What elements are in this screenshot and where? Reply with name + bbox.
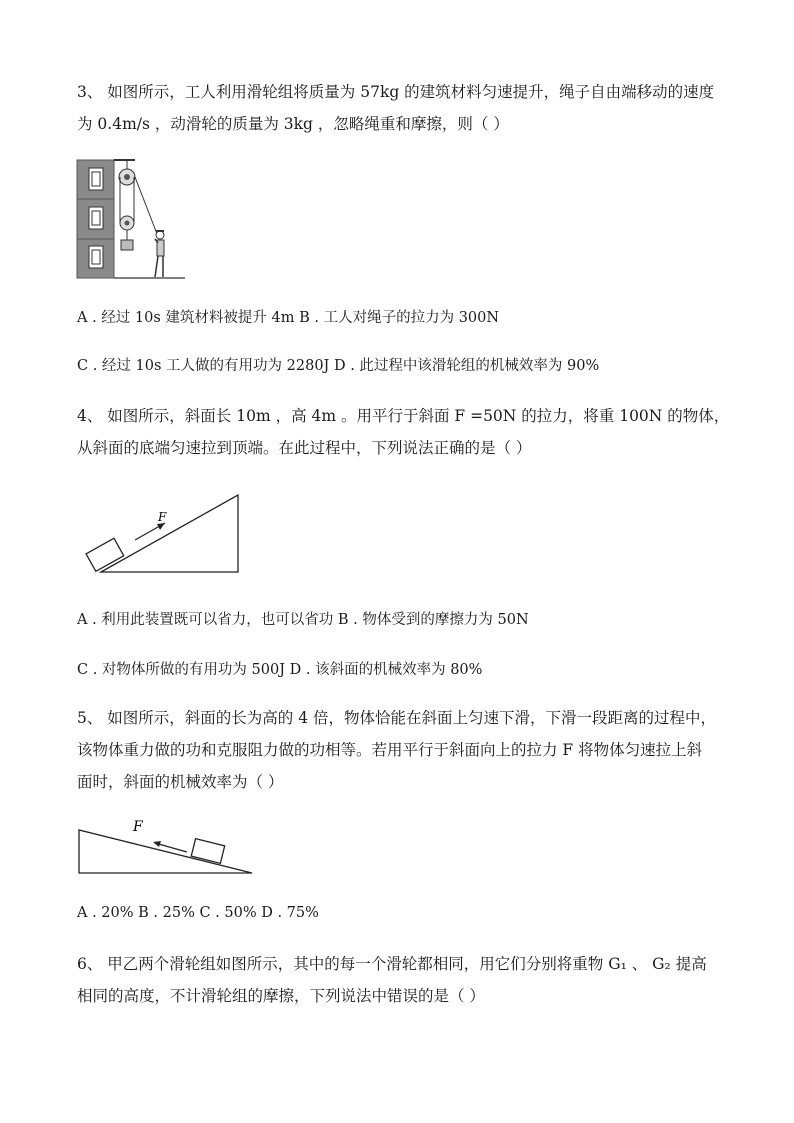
q5-stem-line2: 该物体重力做的功和克服阻力做的功相等。若用平行于斜面向上的拉力 F 将物体匀速拉上斜 xyxy=(77,741,703,759)
q3-stem-line1: 3、 如图所示，工人利用滑轮组将质量为 57kg 的建筑材料匀速提升，绳子自由端移动的速度 xyxy=(77,83,715,101)
force-label: F xyxy=(158,510,167,524)
q5-stem-line1: 5、 如图所示，斜面的长为高的 4 倍，物体恰能在斜面上匀速下滑，下滑一段距离的过程中， xyxy=(77,709,717,727)
pulley-building-figure xyxy=(77,155,189,280)
q5-stem-line3: 面时，斜面的机械效率为（ ） xyxy=(77,773,284,791)
q4-options-line1: A . 利用此装置既可以省力，也可以省功 B . 物体受到的摩擦力为 50N xyxy=(77,612,529,628)
q3-stem-line2: 为 0.4m/s ，动滑轮的质量为 3kg ，忽略绳重和摩擦，则（ ） xyxy=(77,115,509,133)
incline-figure-q5 xyxy=(77,815,257,877)
q6-stem-line1: 6、 甲乙两个滑轮组如图所示，其中的每一个滑轮都相同，用它们分别将重物 G₁ 、 G₂ 提高 xyxy=(77,955,707,973)
q3-options-line1: A . 经过 10s 建筑材料被提升 4m B . 工人对绳子的拉力为 300N xyxy=(77,310,500,326)
incline-figure-q4 xyxy=(88,490,243,576)
q5-options-line1: A . 20% B . 25% C . 50% D . 75% xyxy=(77,905,319,921)
q3-options-line2: C . 经过 10s 工人做的有用功为 2280J D . 此过程中该滑轮组的机械效率为 90% xyxy=(77,358,600,374)
q4-stem-line1: 4、 如图所示，斜面长 10m ，高 4m 。用平行于斜面 F =50N 的拉力，将重 100N 的物体， xyxy=(77,407,730,425)
q4-stem-line2: 从斜面的底端匀速拉到顶端。在此过程中，下列说法正确的是（ ） xyxy=(77,439,532,457)
force-label: F xyxy=(133,819,143,835)
q6-stem-line2: 相同的高度，不计滑轮组的摩擦，下列说法中错误的是（ ） xyxy=(77,987,485,1005)
q4-options-line2: C . 对物体所做的有用功为 500J D . 该斜面的机械效率为 80% xyxy=(77,662,483,678)
